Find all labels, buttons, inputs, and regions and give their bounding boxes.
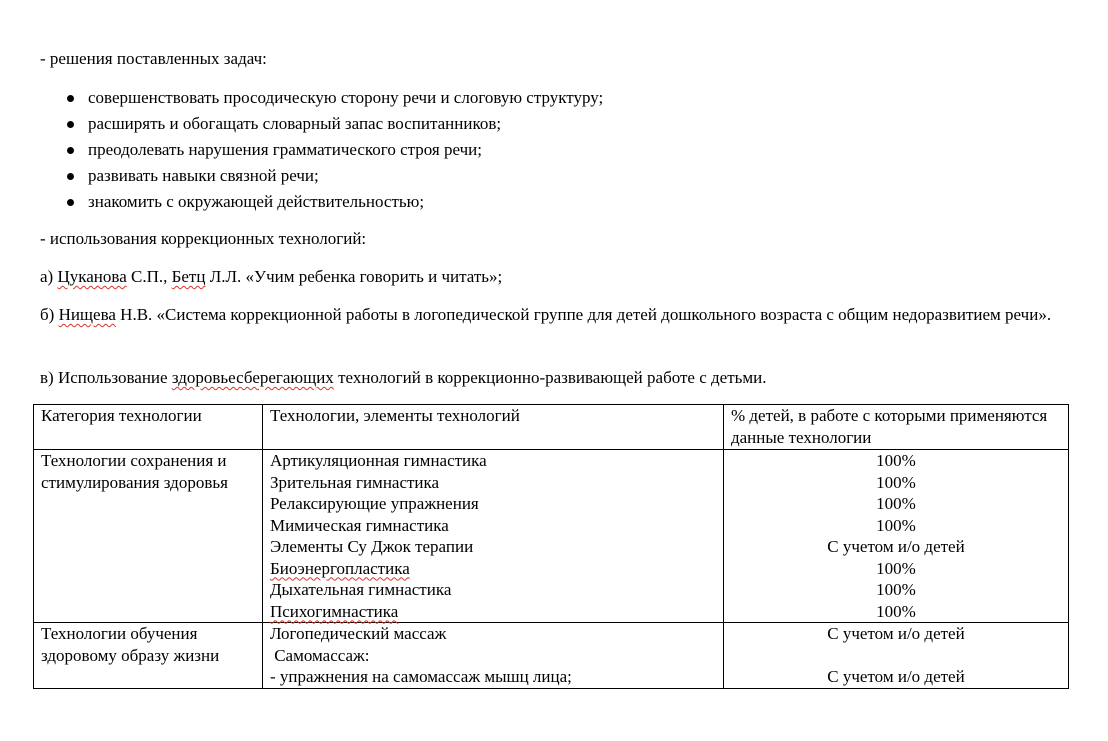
tech-item: Самомассаж:: [269, 645, 370, 665]
spellcheck-word[interactable]: Цуканова: [57, 267, 127, 286]
bullet-icon: [67, 173, 74, 180]
table-row: [34, 623, 1069, 689]
value-text: 100%: [876, 580, 916, 599]
tech-item: Логопедический массаж: [269, 624, 447, 643]
table-header-cell: Технологии, элементы технологий: [262, 405, 723, 450]
table-header-cell: Категория технологии: [34, 405, 263, 450]
spellcheck-word[interactable]: Нищева: [58, 305, 116, 324]
reference-c: в) Использование здоровьесберегающих технологий в коррекционно-развивающей работе с детьми.: [40, 368, 767, 387]
tech-item: Дыхательная гимнастика: [269, 580, 452, 599]
value-text: 100%: [876, 451, 916, 470]
value-text: С учетом и/о детей: [827, 667, 965, 686]
intro-solving: - решения поставленных задач:: [40, 49, 267, 68]
task-list: [40, 85, 603, 215]
tech-item: Релаксирующие упражнения: [269, 494, 479, 513]
tech-item: Элементы Су Джок терапии: [269, 537, 474, 556]
value-text: С учетом и/о детей: [827, 537, 965, 556]
tech-item: Психогимнастика: [269, 601, 399, 621]
table-cell-items: [262, 450, 723, 623]
table-cell-values: [723, 450, 1068, 623]
table-cell-category: Технологии сохранения и стимулирования здоровья: [34, 450, 263, 623]
value-text: 100%: [876, 472, 916, 492]
table-row: [34, 450, 1069, 623]
reference-b: б) Нищева Н.В. «Система коррекционной работы в логопедической группе для детей дошкольного возраста с общим недоразвитием речи».: [40, 305, 1052, 324]
list-item: развивать навыки связной речи;: [40, 163, 603, 189]
spellcheck-word[interactable]: Бетц: [171, 267, 206, 286]
tech-item: - упражнения на самомассаж мышц лица;: [269, 667, 572, 686]
value-text: 100%: [876, 558, 916, 578]
list-item: совершенствовать просодическую сторону речи и слоговую структуру;: [40, 85, 603, 111]
value-text: С учетом и/о детей: [827, 624, 965, 643]
table-header-cell: % детей, в работе с которыми применяются данные технологии: [723, 405, 1068, 450]
spellcheck-word[interactable]: здоровьесберегающих: [171, 368, 334, 387]
table-cell-values: [723, 623, 1068, 689]
bullet-icon: [67, 147, 74, 154]
table-cell-items: [262, 623, 723, 689]
value-text: 100%: [876, 494, 916, 513]
reference-a: а) Цуканова С.П., Бетц Л.Л. «Учим ребенка говорить и читать»;: [40, 267, 503, 286]
value-text: [731, 645, 1061, 667]
value-text: 100%: [876, 515, 916, 535]
bullet-icon: [67, 199, 74, 206]
value-text: 100%: [876, 601, 916, 621]
list-item: знакомить с окружающей действительностью;: [40, 189, 603, 215]
intro-tech: - использования коррекционных технологий:: [40, 229, 367, 248]
tech-item: Зрительная гимнастика: [269, 472, 440, 492]
tech-item: Мимическая гимнастика: [269, 515, 449, 535]
tech-item: Артикуляционная гимнастика: [269, 451, 487, 470]
table-cell-category: Технологии обучения здоровому образу жизни: [34, 623, 263, 689]
list-item: расширять и обогащать словарный запас воспитанников;: [40, 111, 603, 137]
table-header-row: [34, 405, 1069, 450]
tech-item: Биоэнергопластика: [269, 558, 410, 578]
bullet-icon: [67, 121, 74, 128]
list-item: преодолевать нарушения грамматического строя речи;: [40, 137, 603, 163]
bullet-icon: [67, 95, 74, 102]
technology-table: [33, 404, 1069, 689]
